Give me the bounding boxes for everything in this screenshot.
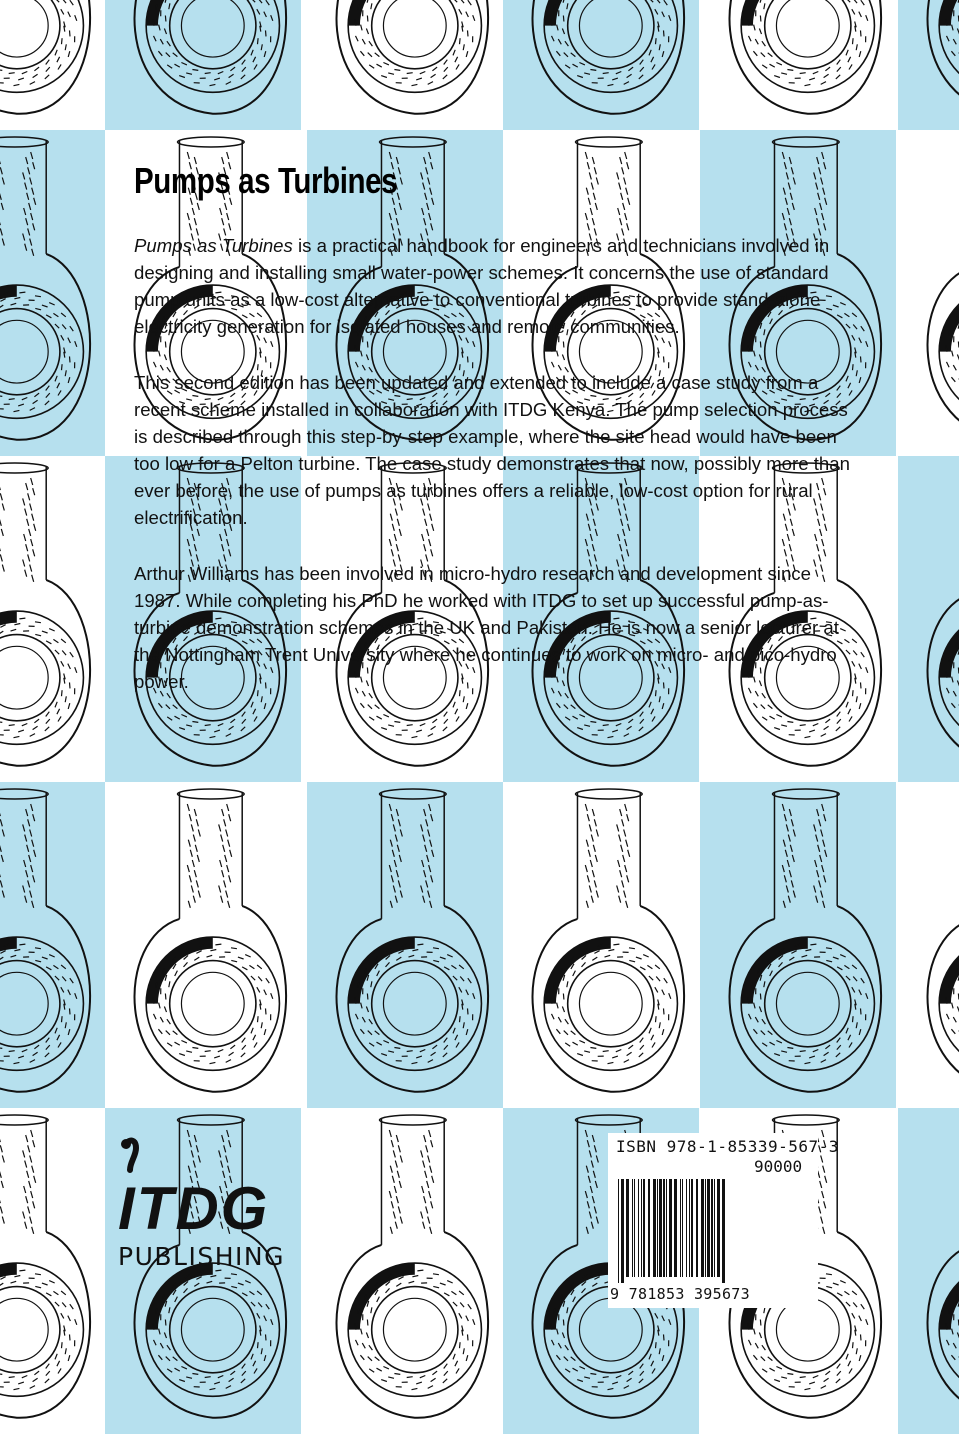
description-paragraph-1 — [134, 232, 854, 340]
background-tile — [0, 456, 105, 782]
barcode-bar — [701, 1179, 704, 1277]
pump-illustration-icon — [700, 0, 896, 130]
background-tile — [0, 130, 105, 456]
barcode-bar — [653, 1179, 656, 1277]
barcode-bar — [632, 1179, 633, 1277]
background-tile — [700, 0, 896, 130]
pump-illustration-icon — [898, 0, 959, 130]
background-tile — [0, 1108, 105, 1434]
barcode-bar — [641, 1179, 642, 1277]
pump-illustration-icon — [0, 0, 105, 130]
ean-digits: 9 781853 395673 — [610, 1285, 750, 1303]
barcode-bars — [618, 1179, 810, 1283]
barcode-bar — [659, 1179, 662, 1277]
barcode-bar — [674, 1179, 677, 1277]
barcode-bar — [669, 1179, 672, 1277]
isbn-barcode — [608, 1133, 839, 1308]
barcode-bar — [689, 1179, 690, 1277]
pump-illustration-icon — [898, 782, 959, 1108]
pump-illustration-icon — [105, 0, 301, 130]
background-tile — [898, 782, 959, 1108]
pump-illustration-icon — [503, 782, 699, 1108]
background-tile — [307, 0, 503, 130]
logo-subtitle: PUBLISHING — [118, 1242, 285, 1271]
isbn-label: ISBN 978-1-85339-567-3 — [616, 1137, 839, 1156]
pump-illustration-icon — [898, 130, 959, 456]
barcode-bar — [714, 1179, 715, 1277]
barcode-bar — [705, 1179, 706, 1277]
background-tile — [0, 782, 105, 1108]
pump-illustration-icon — [503, 0, 699, 130]
barcode-bar — [618, 1179, 619, 1283]
author-bio-paragraph: Arthur Williams has been involved in micro-hydro research and development since 1987. While completing his PhD he worked with ITDG to set up successful pump-as-turbine demonstration schemes in the UK and Pakistan. He is now a senior lecturer at the Nottingham Trent University where he continues to work on micro- and pico-hydro power. — [134, 563, 839, 692]
pump-illustration-icon — [105, 782, 301, 1108]
pump-illustration-icon — [0, 1108, 105, 1434]
barcode-bar — [657, 1179, 658, 1277]
barcode-bar — [638, 1179, 639, 1277]
barcode-bar — [682, 1179, 683, 1277]
book-title: Pumps as Turbines — [134, 160, 398, 201]
barcode-bar — [648, 1179, 650, 1277]
background-tile — [898, 1108, 959, 1434]
pump-illustration-icon — [307, 0, 503, 130]
barcode-bar — [663, 1179, 665, 1277]
background-tile — [700, 782, 896, 1108]
pump-illustration-icon — [898, 1108, 959, 1434]
italic-title-reference: Pumps as Turbines — [134, 235, 293, 256]
barcode-bar — [711, 1179, 713, 1277]
barcode-bar — [626, 1179, 629, 1277]
barcode-bar — [717, 1179, 720, 1277]
background-tile — [503, 0, 699, 130]
pump-illustration-icon — [898, 456, 959, 782]
barcode-bar — [666, 1179, 667, 1277]
barcode-bar — [707, 1179, 710, 1277]
pump-illustration-icon — [0, 782, 105, 1108]
background-tile — [0, 0, 105, 130]
barcode-bar — [696, 1179, 698, 1277]
barcode-bar — [691, 1179, 693, 1277]
background-tile — [898, 130, 959, 456]
publisher-logo — [116, 1136, 306, 1286]
pump-illustration-icon — [0, 456, 105, 782]
pump-illustration-icon — [0, 130, 105, 456]
barcode-bar — [680, 1179, 681, 1277]
background-tile — [503, 782, 699, 1108]
background-tile — [105, 782, 301, 1108]
logo-wordmark: ITDG — [118, 1175, 270, 1242]
barcode-bar — [634, 1179, 635, 1277]
pump-illustration-icon — [307, 1108, 503, 1434]
description-text: is a practical handbook for engineers and technicians involved in designing and installing small water-power schemes. It concerns the use of standard pump units as a low-cost alternative to conventional turbines to provide stand-alone electricity generation for isolated houses and remote communities. — [134, 235, 830, 337]
barcode-bar — [722, 1179, 725, 1283]
description-paragraph-2: This second edition has been updated and extended to include a case study from a recent scheme installed in collaboration with ITDG Kenya. The pump selection process is described through this step-by-step example, where the site head would have been too low for a Pelton turbine. The case study demonstrates that now, possibly more than ever before, the use of pumps as turbines offers a reliable, low-cost option for rural electrification. — [134, 372, 850, 528]
background-tile — [307, 1108, 503, 1434]
pump-illustration-icon — [307, 782, 503, 1108]
barcode-bar — [621, 1179, 624, 1283]
background-tile — [898, 456, 959, 782]
background-tile — [898, 0, 959, 130]
background-tile — [307, 782, 503, 1108]
barcode-bar — [643, 1179, 645, 1277]
pump-illustration-icon — [700, 782, 896, 1108]
barcode-bar — [686, 1179, 687, 1277]
price-code: 90000 — [754, 1157, 803, 1176]
background-tile — [105, 0, 301, 130]
